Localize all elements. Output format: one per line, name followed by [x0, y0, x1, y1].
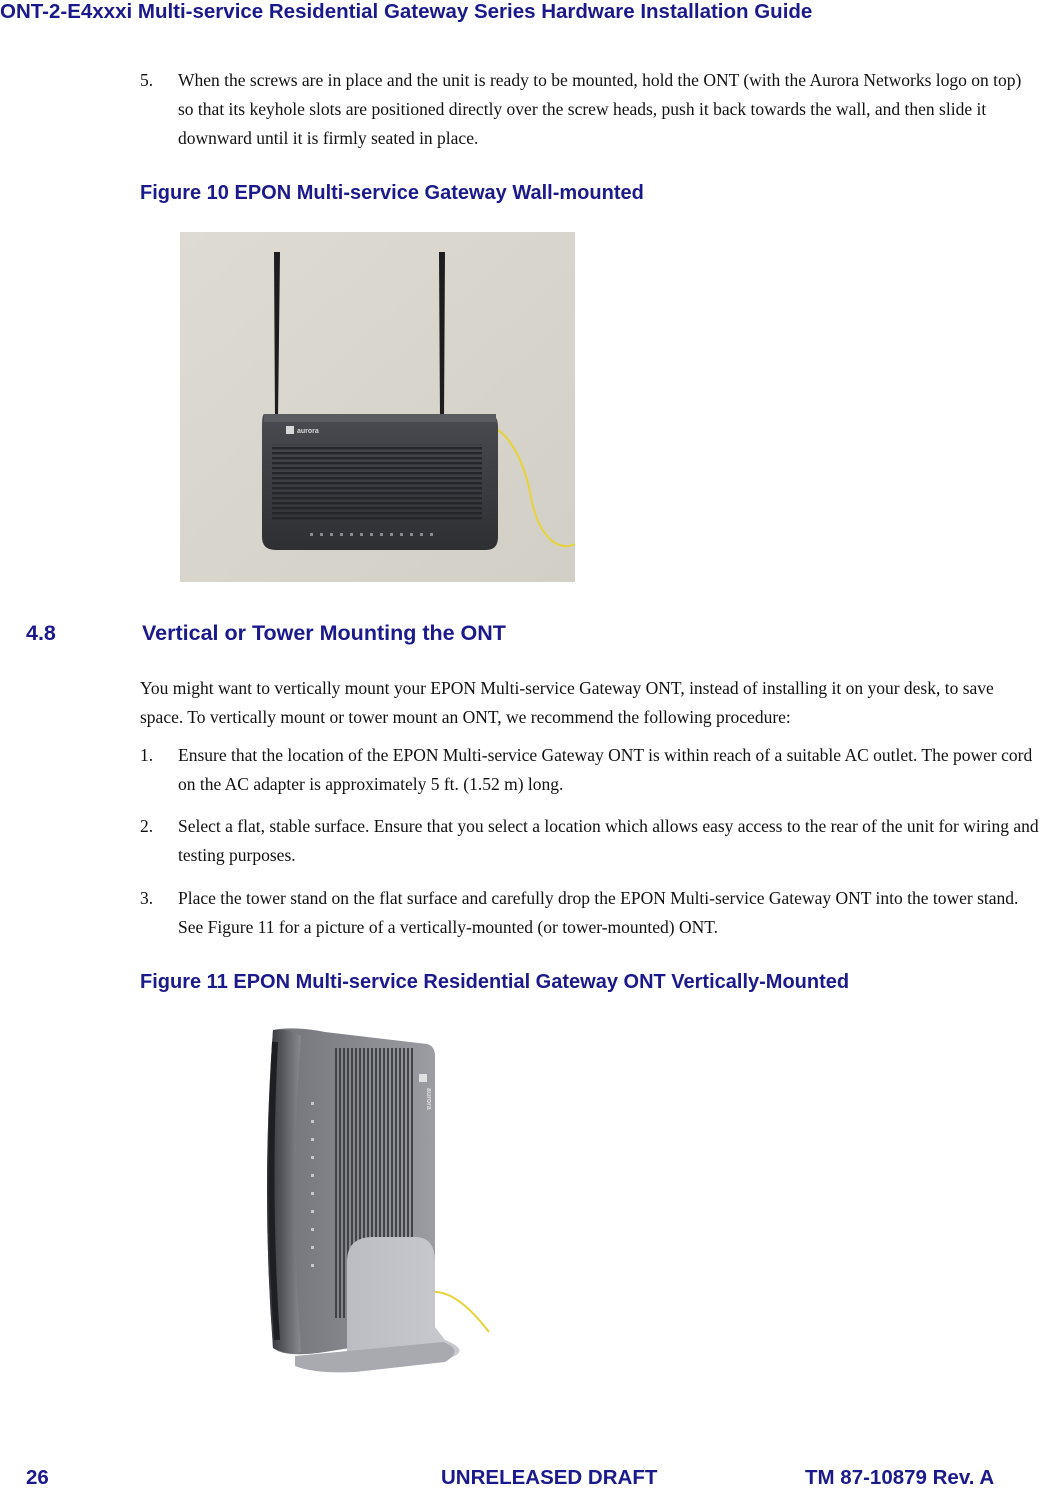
- step-text: When the screws are in place and the unit is ready to be mounted, hold the ONT (with the Aurora Networks logo on top) so that its keyhole slots are positioned directly over the screw heads, push it back towards the wall, and then slide it downward until it is firmly seated in place.: [178, 70, 1022, 148]
- figure-10-caption: Figure 10 EPON Multi-service Gateway Wall-mounted: [140, 182, 644, 204]
- step-number: 1.: [140, 745, 154, 765]
- tower-mounted-gateway-photo: [255, 1022, 500, 1377]
- section-number: 4.8: [26, 621, 56, 645]
- figure-11-caption: Figure 11 EPON Multi-service Residential Gateway ONT Vertically-Mounted: [140, 971, 850, 993]
- running-header: ONT-2-E4xxxi Multi-service Residential Gateway Series Hardware Installation Guide: [0, 0, 813, 23]
- page-number: 26: [26, 1466, 49, 1489]
- aurora-logo-text: aurora: [297, 428, 319, 435]
- fiber-cable: [431, 1292, 489, 1332]
- draft-status: UNRELEASED DRAFT: [441, 1466, 658, 1489]
- step-text: Ensure that the location of the EPON Multi-service Gateway ONT is within reach of a suitable AC outlet. The power cord on the AC adapter is approximately 5 ft. (1.52 m) long.: [178, 745, 1033, 794]
- aurora-logo-mark: [419, 1074, 427, 1082]
- document-id: TM 87-10879 Rev. A: [805, 1466, 995, 1489]
- aurora-logo-text: aurora: [425, 1088, 432, 1110]
- right-antenna: [439, 252, 445, 420]
- section-title: Vertical or Tower Mounting the ONT: [142, 621, 506, 645]
- step-number: 5.: [140, 70, 154, 90]
- wall-mounted-gateway-photo: [180, 232, 575, 582]
- step-text: Select a flat, stable surface. Ensure that you select a location which allows easy access to the rear of the unit for wiring and testing purposes.: [178, 816, 1039, 865]
- step-number: 2.: [140, 816, 154, 836]
- step-number: 3.: [140, 888, 154, 908]
- aurora-logo-mark: [286, 426, 294, 434]
- step-text: Place the tower stand on the flat surface and carefully drop the EPON Multi-service Gateway ONT into the tower stand. See Figure 11 for a picture of a vertically-mounted (or tower-mounted) ONT.: [178, 888, 1019, 937]
- section-intro: You might want to vertically mount your EPON Multi-service Gateway ONT, instead of installing it on your desk, to save space. To vertically mount or tower mount an ONT, we recommend the following procedure:: [140, 678, 994, 727]
